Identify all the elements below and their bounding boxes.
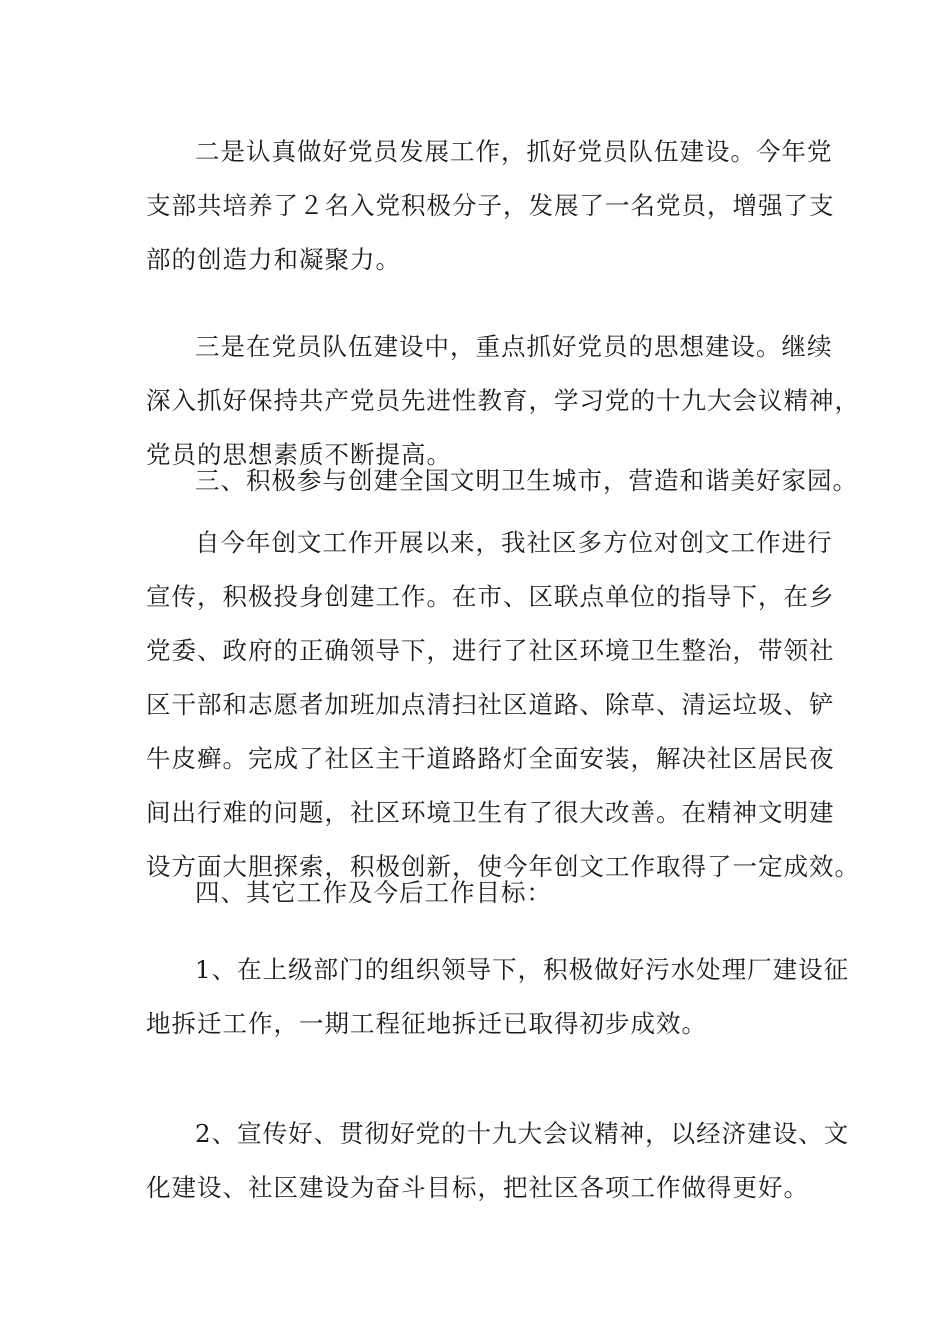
section-heading-civilized-city	[146, 454, 858, 508]
text-line: 设方面大胆探索，积极创新，使今年创文工作取得了一定成效。	[146, 852, 860, 881]
text-line: 地拆迁工作，一期工程征地拆迁已取得初步成效。	[146, 1009, 707, 1038]
text-line: 三是在党员队伍建设中，重点抓好党员的思想建设。继续	[195, 332, 833, 361]
text-line: 牛皮癣。完成了社区主干道路路灯全面安装，解决社区居民夜	[146, 744, 835, 773]
list-item-2	[146, 1107, 850, 1215]
paragraph-party-member-development	[146, 125, 835, 287]
paragraph-civilization-work	[146, 516, 860, 894]
text-line: 部的创造力和凝聚力。	[146, 245, 401, 274]
text-line: 化建设、社区建设为奋斗目标，把社区各项工作做得更好。	[146, 1173, 809, 1202]
text-line: 党委、政府的正确领导下，进行了社区环境卫生整治，带领社	[146, 636, 835, 665]
text-line: 二是认真做好党员发展工作，抓好党员队伍建设。今年党	[195, 137, 833, 166]
section-heading-other-work	[146, 866, 806, 920]
list-item-1	[146, 943, 850, 1051]
text-line: 宣传，积极投身创建工作。在市、区联点单位的指导下，在乡	[146, 582, 835, 611]
text-line: 2、宣传好、贯彻好党的十九大会议精神，以经济建设、文	[195, 1119, 850, 1148]
text-line: 深入抓好保持共产党员先进性教育，学习党的十九大会议精神，	[146, 386, 860, 415]
text-line: 1、在上级部门的组织领导下，积极做好污水处理厂建设征	[195, 955, 850, 984]
text-line: 区干部和志愿者加班加点清扫社区道路、除草、清运垃圾、铲	[146, 690, 835, 719]
text-line: 自今年创文工作开展以来，我社区多方位对创文工作进行	[195, 528, 833, 557]
section-heading: 三、积极参与创建全国文明卫生城市，营造和谐美好家园。	[195, 466, 858, 495]
text-line: 间出行难的问题，社区环境卫生有了很大改善。在精神文明建	[146, 798, 835, 827]
section-heading: 四、其它工作及今后工作目标：	[195, 878, 552, 907]
text-line: 支部共培养了２名入党积极分子，发展了一名党员，增强了支	[146, 191, 835, 220]
text-line: 党员的思想素质不断提高。	[146, 440, 452, 469]
